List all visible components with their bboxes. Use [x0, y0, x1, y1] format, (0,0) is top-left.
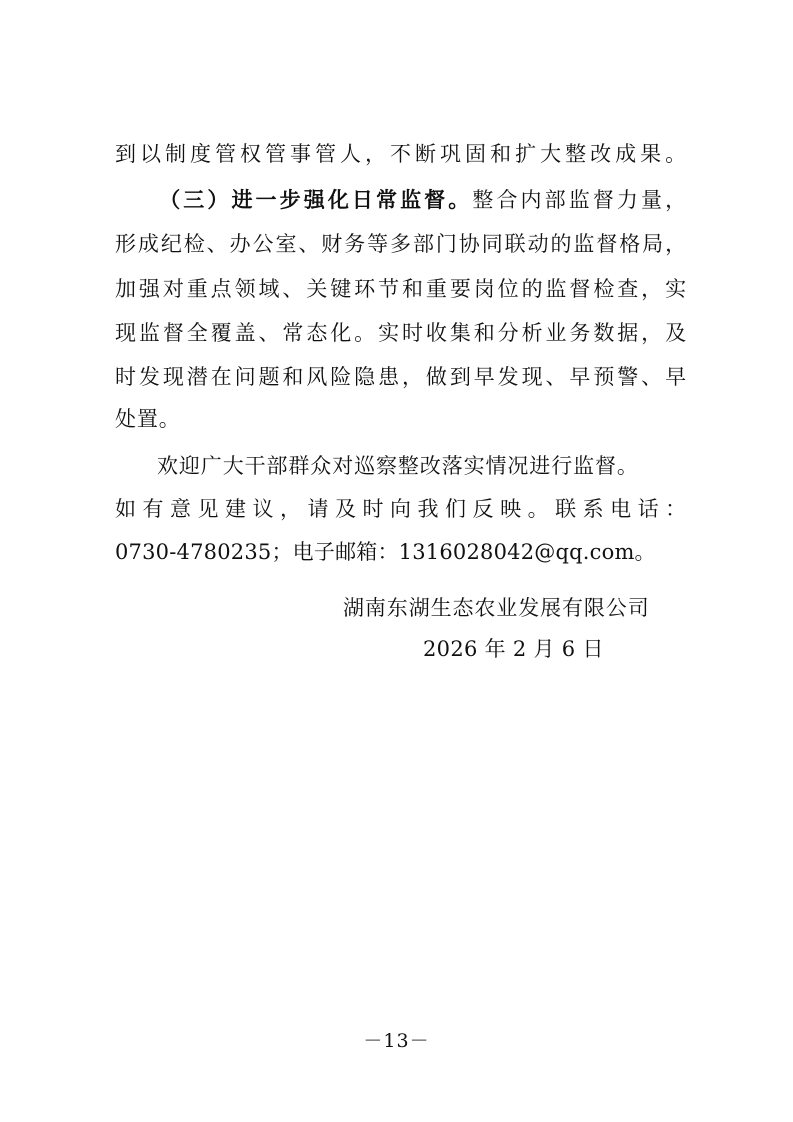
supervision-paragraph-line-4: 现监督全覆盖、常态化。实时收集和分析业务数据，及 — [115, 321, 687, 345]
supervision-line-1-text: 整合内部监督力量， — [472, 188, 687, 212]
contact-paragraph-line-3: 0730-4780235；电子邮箱：1316028042@qq.com。 — [115, 540, 656, 564]
contact-paragraph-line-1 — [115, 453, 687, 479]
page-number: －13－ — [363, 1030, 430, 1052]
supervision-paragraph-line-2: 形成纪检、办公室、财务等多部门协同联动的监督格局， — [115, 232, 687, 256]
supervision-heading: （三）进一步强化日常监督。 — [157, 187, 473, 212]
supervision-paragraph-line-6: 处置。 — [115, 407, 181, 431]
contact-line-1-text: 欢迎广大干部群众对巡察整改落实情况进行监督。 — [157, 454, 639, 478]
contact-paragraph-line-2: 如有意见建议，请及时向我们反映。联系电话： — [115, 497, 687, 521]
paragraph-continuation-line: 到以制度管权管事管人，不断巩固和扩大整改成果。 — [115, 142, 687, 166]
signature-date: 2026 年 2 月 6 日 — [423, 637, 604, 661]
supervision-paragraph-line-3: 加强对重点领域、关键环节和重要岗位的监督检查，实 — [115, 277, 687, 301]
signature-organization: 湖南东湖生态农业发展有限公司 — [343, 596, 650, 620]
supervision-paragraph-line-5: 时发现潜在问题和风险隐患，做到早发现、早预警、早 — [115, 365, 687, 389]
supervision-paragraph-line-1 — [115, 187, 687, 213]
